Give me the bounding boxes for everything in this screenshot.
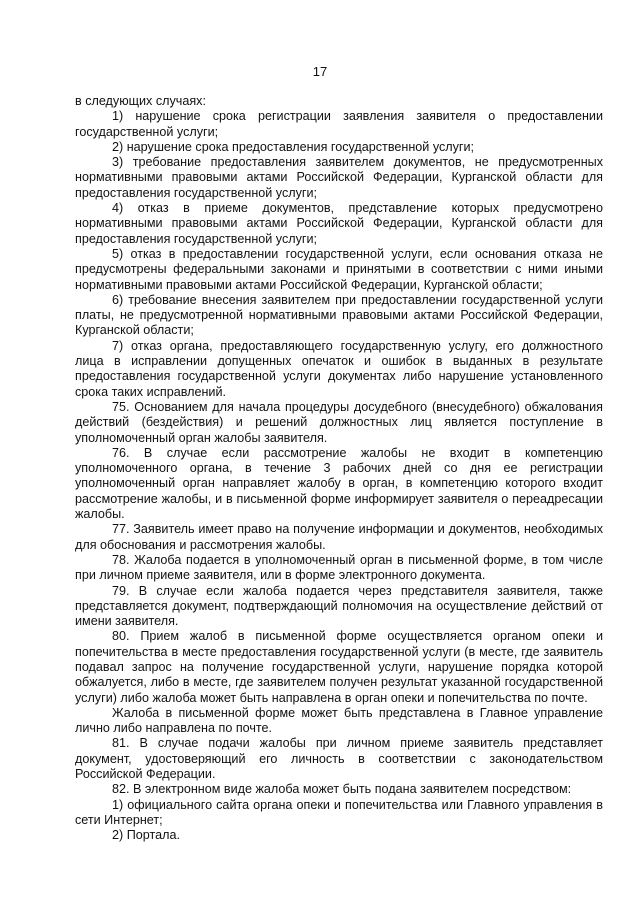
paragraph-item-2: 2) нарушение срока предоставления государственной услуги; <box>112 139 475 154</box>
paragraph-79: 79. В случае если жалоба подается через представителя заявителя, также представляется документ, подтверждающий полномочия на осуществление действий от имени заявителя. <box>75 583 603 629</box>
paragraph-78: 78. Жалоба подается в уполномоченный орган в письменной форме, в том числе при личном приеме заявителя, или в форме электронного документа. <box>75 552 603 583</box>
paragraph-76: 76. В случае если рассмотрение жалобы не входит в компетенцию уполномоченного органа, в течение 3 рабочих дней со дня ее регистрации уполномоченный орган направляет жалобу в орган, в компетенцию которого входит рассмотрение жалобы, и в письменной форме информирует заявителя о переадресации жалобы. <box>75 445 603 522</box>
paragraph-82-item-1: 1) официального сайта органа опеки и попечительства или Главного управления в сети Интернет; <box>75 797 603 827</box>
document-body <box>75 94 603 844</box>
paragraph-81: 81. В случае подачи жалобы при личном приеме заявитель представляет документ, удостоверяющий его личность в соответствии с законодательством Российской Федерации. <box>75 736 603 782</box>
paragraph-item-1: 1) нарушение срока регистрации заявления заявителя о предоставлении государственной услуги; <box>75 109 603 139</box>
paragraph-77: 77. Заявитель имеет право на получение информации и документов, необходимых для обоснования и рассмотрения жалобы. <box>75 522 603 552</box>
paragraph-80: 80. Прием жалоб в письменной форме осуществляется органом опеки и попечительства в месте предоставления государственной услуги (в месте, где заявитель подавал запрос на получение государственной услуги, нарушение порядка которой обжалуется, либо в месте, где заявителем получен результат указанной государственной услуги) либо жалоба может быть направлена в орган опеки и попечительства по почте. <box>75 629 603 705</box>
paragraph-item-3: 3) требование предоставления заявителем документов, не предусмотренных нормативными правовыми актами Российской Федерации, Курганской области для предоставления государственной услуги; <box>75 155 603 200</box>
paragraph-item-4: 4) отказ в приеме документов, представление которых предусмотрено нормативными правовыми актами Российской Федерации, Курганской области для предоставления государственной услуги; <box>75 201 603 246</box>
paragraph-82: 82. В электронном виде жалоба может быть подана заявителем посредством: <box>112 782 572 797</box>
paragraph-75: 75. Основанием для начала процедуры досудебного (внесудебного) обжалования действий (бездействия) и решений должностных лиц является поступление в уполномоченный орган жалобы заявителя. <box>75 399 603 445</box>
paragraph-item-6: 6) требование внесения заявителем при предоставлении государственной услуги платы, не предусмотренной нормативными правовыми актами Российской Федерации, Курганской области; <box>75 292 603 338</box>
paragraph-80-continued: Жалоба в письменной форме может быть представлена в Главное управление лично либо направлена по почте. <box>75 705 603 736</box>
paragraph-82-item-2: 2) Портала. <box>112 828 180 843</box>
paragraph-item-7: 7) отказ органа, предоставляющего государственную услугу, его должностного лица в исправлении допущенных опечаток и ошибок в выданных в результате предоставления государственной услуги документах либо нарушение установленного срока таких исправлений. <box>75 338 603 399</box>
paragraph-intro: в следующих случаях: <box>75 94 206 108</box>
page-number: 17 <box>312 64 328 79</box>
paragraph-item-5: 5) отказ в предоставлении государственной услуги, если основания отказа не предусмотрены федеральными законами и принятыми в соответствии с ними иными нормативными правовыми актами Российской Федерации, Курганской области; <box>75 246 603 292</box>
